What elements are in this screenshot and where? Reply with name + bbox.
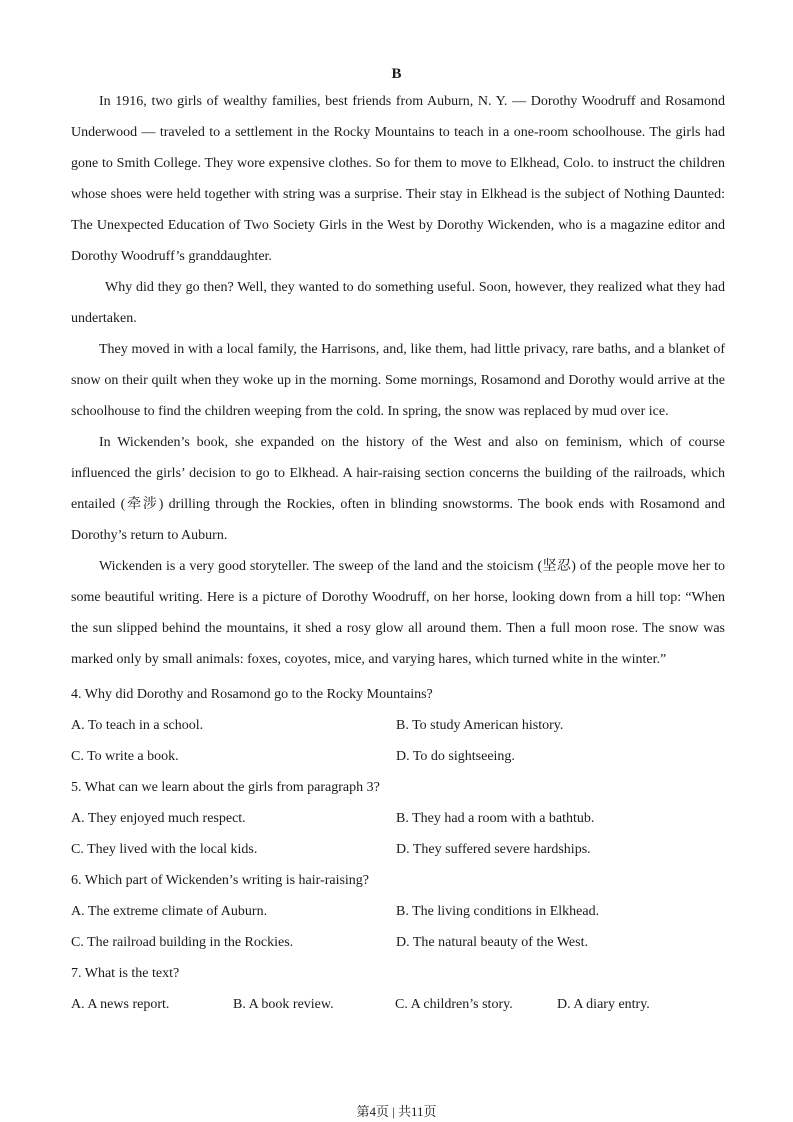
option-row bbox=[71, 927, 725, 958]
option-row bbox=[71, 834, 725, 865]
option-row bbox=[71, 896, 725, 927]
question-5 bbox=[71, 772, 725, 865]
question-stem: 7. What is the text? bbox=[71, 966, 180, 981]
option-d: D. They suffered severe hardships. bbox=[396, 842, 591, 857]
question-7 bbox=[71, 958, 725, 1020]
option-c: C. To write a book. bbox=[71, 749, 179, 764]
option-b: B. A book review. bbox=[233, 997, 334, 1012]
paragraph-4: In Wickenden’s book, she expanded on the history of the West and also on feminism, which of course influenced the girls’ decision to go to Elkhead. A hair-raising section concerns the building of the railroads, which entailed (牵涉) drilling through the Rockies, often in blinding snowstorms. The book ends with Rosamond and Dorothy’s return to Auburn. bbox=[71, 435, 725, 543]
option-c: C. A children’s story. bbox=[395, 997, 513, 1012]
option-a: A. A news report. bbox=[71, 997, 170, 1012]
option-d: D. The natural beauty of the West. bbox=[396, 935, 588, 950]
section-title: B bbox=[391, 66, 402, 82]
paragraph-3: They moved in with a local family, the Harrisons, and, like them, had little privacy, rare baths, and a blanket of snow on their quilt when they woke up in the morning. Some mornings, Rosamond and Dorothy would arrive at the schoolhouse to find the children weeping from the cold. In spring, the snow was replaced by mud over ice. bbox=[71, 342, 725, 419]
option-b: B. To study American history. bbox=[396, 718, 564, 733]
option-c: C. The railroad building in the Rockies. bbox=[71, 935, 294, 950]
option-row bbox=[71, 741, 725, 772]
option-row bbox=[71, 710, 725, 741]
option-row bbox=[71, 803, 725, 834]
question-6 bbox=[71, 865, 725, 958]
paragraph-5: Wickenden is a very good storyteller. The sweep of the land and the stoicism (坚忍) of the people move her to some beautiful writing. Here is a picture of Dorothy Woodruff, on her horse, looking down from a hill top: “When the sun slipped behind the mountains, it shed a rosy glow all around them. Then a full moon rose. The snow was marked only by small animals: foxes, coyotes, mice, and varying hares, which turned white in the winter.” bbox=[71, 559, 725, 667]
option-d: D. A diary entry. bbox=[557, 997, 650, 1012]
question-list bbox=[71, 679, 725, 1020]
option-a: A. To teach in a school. bbox=[71, 718, 204, 733]
paragraph-1: In 1916, two girls of wealthy families, best friends from Auburn, N. Y. — Dorothy Woodruff and Rosamond Underwood — traveled to a settlement in the Rocky Mountains to teach in a one-room schoolhouse. The girls had gone to Smith College. They wore expensive clothes. So for them to move to Elkhead, Colo. to instruct the children whose shoes were held together with string was a surprise. Their stay in Elkhead is the subject of Nothing Daunted: The Unexpected Education of Two Society Girls in the West by Dorothy Wickenden, who is a magazine editor and Dorothy Woodruff’s granddaughter. bbox=[71, 94, 725, 264]
option-b: B. The living conditions in Elkhead. bbox=[396, 904, 600, 919]
paragraph-2: Why did they go then? Well, they wanted to do something useful. Soon, however, they realized what they had undertaken. bbox=[71, 280, 725, 326]
option-c: C. They lived with the local kids. bbox=[71, 842, 258, 857]
option-row bbox=[71, 989, 725, 1020]
reading-passage bbox=[71, 86, 725, 675]
question-stem: 5. What can we learn about the girls from paragraph 3? bbox=[71, 780, 380, 795]
option-a: A. The extreme climate of Auburn. bbox=[71, 904, 268, 919]
option-a: A. They enjoyed much respect. bbox=[71, 811, 246, 826]
question-4 bbox=[71, 679, 725, 772]
question-stem: 4. Why did Dorothy and Rosamond go to the Rocky Mountains? bbox=[71, 687, 433, 702]
page-footer: 第4页 | 共11页 bbox=[356, 1104, 437, 1119]
option-b: B. They had a room with a bathtub. bbox=[396, 811, 595, 826]
question-stem: 6. Which part of Wickenden’s writing is hair-raising? bbox=[71, 873, 370, 888]
option-d: D. To do sightseeing. bbox=[396, 749, 515, 764]
